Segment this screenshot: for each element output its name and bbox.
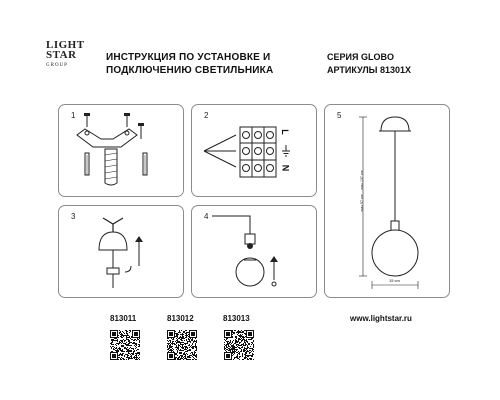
series-name: СЕРИЯ GLOBO (327, 52, 394, 62)
height-dimension-label: max 97 cm ... max 137 cm (360, 170, 364, 212)
canopy-attach-illustration (59, 206, 183, 297)
article-number-3: 813013 (223, 314, 250, 323)
title-line-1: ИНСТРУКЦИЯ ПО УСТАНОВКЕ И (106, 52, 271, 63)
articles-header: АРТИКУЛЫ 81301X (327, 65, 411, 75)
qr-code-2 (167, 330, 197, 360)
qr-code-1 (110, 330, 140, 360)
terminal-label-n: N (280, 164, 291, 172)
logo-line-3: GROUP (46, 63, 68, 68)
globe-attach-illustration (192, 206, 316, 297)
step-5-panel (324, 104, 450, 298)
title-line-2: ПОДКЛЮЧЕНИЮ СВЕТИЛЬНИКА (106, 65, 274, 76)
article-number-2: 813012 (167, 314, 194, 323)
logo-line-2: STAR (46, 49, 77, 61)
qr-code-3 (224, 330, 254, 360)
width-dimension-label: 15 cm (389, 278, 400, 283)
step-4-panel (191, 205, 317, 298)
step-2-number: 2 (204, 111, 209, 120)
step-1-panel (58, 104, 184, 197)
step-1-number: 1 (71, 111, 76, 120)
logo-line-1: LIGHT (46, 39, 85, 51)
series-block (327, 51, 411, 77)
document-title (106, 51, 296, 77)
terminal-label-l: L (279, 129, 290, 135)
step-5-number: 5 (337, 111, 342, 120)
step-2-panel (191, 104, 317, 197)
step-3-number: 3 (71, 212, 76, 221)
article-number-1: 813011 (110, 314, 137, 323)
mounting-bracket-illustration (59, 105, 183, 196)
brand-logo (46, 40, 92, 71)
wiring-diagram (192, 105, 316, 196)
dimensions-illustration (325, 105, 449, 297)
step-3-panel (58, 205, 184, 298)
step-4-number: 4 (204, 212, 209, 221)
website-link[interactable]: www.lightstar.ru (350, 314, 412, 323)
